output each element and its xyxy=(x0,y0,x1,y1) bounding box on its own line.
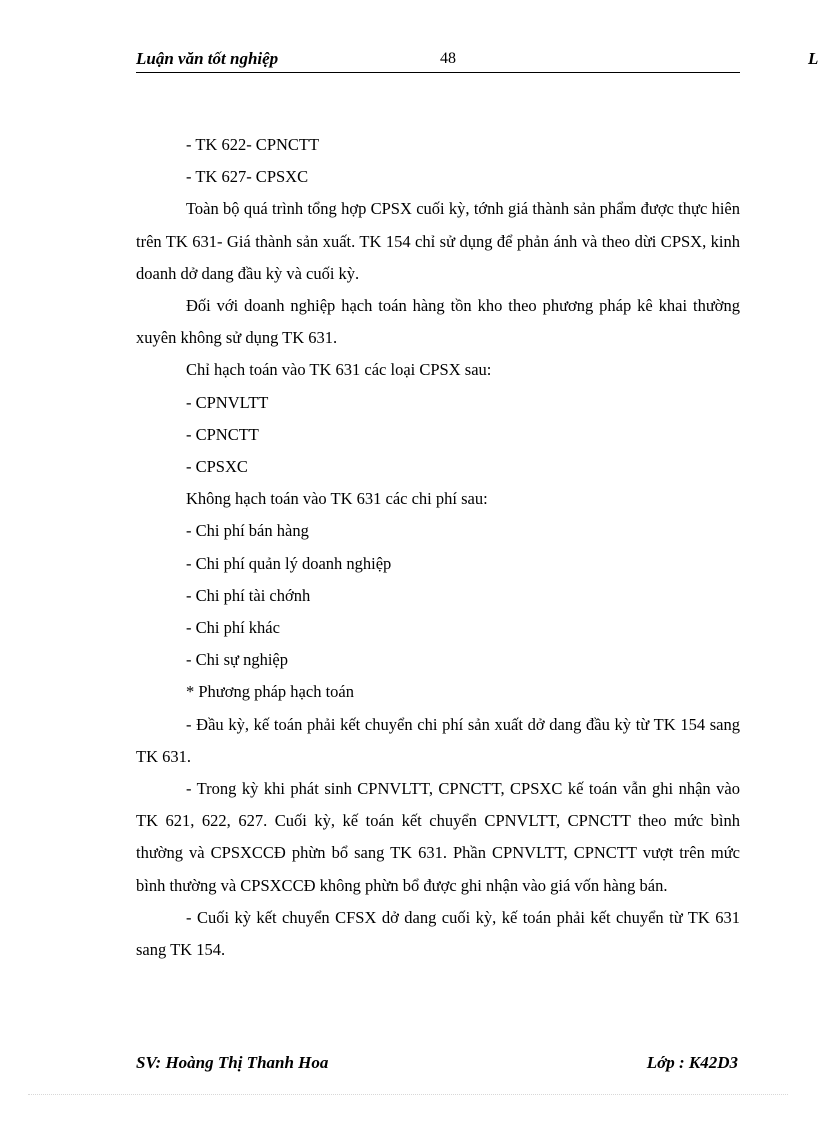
list-item: - Chi phí bán hàng xyxy=(186,521,309,541)
paragraph: - Cuối kỳ kết chuyển CFSX dở dang cuối kỳ, kế toán phải kết chuyển từ TK 631 sang TK 154. xyxy=(136,907,740,960)
class-code: Lớp : K42D3 xyxy=(646,1053,738,1072)
list-item: - CPSXC xyxy=(186,457,248,477)
paragraph: - Đầu kỳ, kế toán phải kết chuyển chi phí sản xuất dở dang đầu kỳ từ TK 154 sang TK 631. xyxy=(136,714,740,766)
header-title: Luận văn tốt nghiệp xyxy=(136,49,279,68)
paragraph: Không hạch toán vào TK 631 các chi phí sau: xyxy=(186,489,488,509)
list-item: - Chi phí khác xyxy=(186,618,280,638)
header-cut-text: L xyxy=(808,49,818,68)
list-item: - Chi sự nghiệp xyxy=(186,650,288,670)
list-item: - Chi phí quản lý doanh nghiệp xyxy=(186,553,392,573)
page-number: 48 xyxy=(440,50,456,67)
section-heading: * Phương pháp hạch toán xyxy=(186,682,354,702)
paragraph: Đối với doanh nghiệp hạch toán hàng tồn kho theo phương pháp kê khai thường xuyên không sử dụng TK 631. xyxy=(136,296,740,348)
paragraph: Toàn bộ quá trình tổng hợp CPSX cuối kỳ, tớnh giá thành sản phẩm được thực hiên trên TK 631- Giá thành sản xuất. TK 154 chỉ sử dụng để phản ánh và theo dừi CPSX, kinh doanh dở dang đầu kỳ và cuối kỳ. xyxy=(136,199,740,283)
list-item: - TK 622- CPNCTT xyxy=(186,135,320,154)
student-name: SV: Hoàng Thị Thanh Hoa xyxy=(136,1053,329,1072)
page-footer xyxy=(136,1053,740,1077)
list-item: - TK 627- CPSXC xyxy=(186,167,309,187)
page-header xyxy=(136,48,740,73)
list-item: - Chi phí tài chớnh xyxy=(186,585,311,605)
page-bottom-border xyxy=(28,1094,788,1095)
paragraph: Chỉ hạch toán vào TK 631 các loại CPSX sau: xyxy=(186,360,492,380)
list-item: - CPNCTT xyxy=(186,424,259,444)
paragraph: - Trong kỳ khi phát sinh CPNVLTT, CPNCTT, CPSXC kế toán vẫn ghi nhận vào TK 621, 622, 627. Cuối kỳ, kế toán kết chuyển CPNVLTT, CPNCTT theo mức bình thường và CPSXCCĐ phừn bổ sang TK 631. Phần CPNVLTT, CPNCTT vượt trên mức bình thường và CPSXCCĐ không phừn bổ được ghi nhận vào giá vốn hàng bán. xyxy=(136,779,740,895)
list-item: - CPNVLTT xyxy=(186,392,269,412)
document-body xyxy=(136,129,740,966)
